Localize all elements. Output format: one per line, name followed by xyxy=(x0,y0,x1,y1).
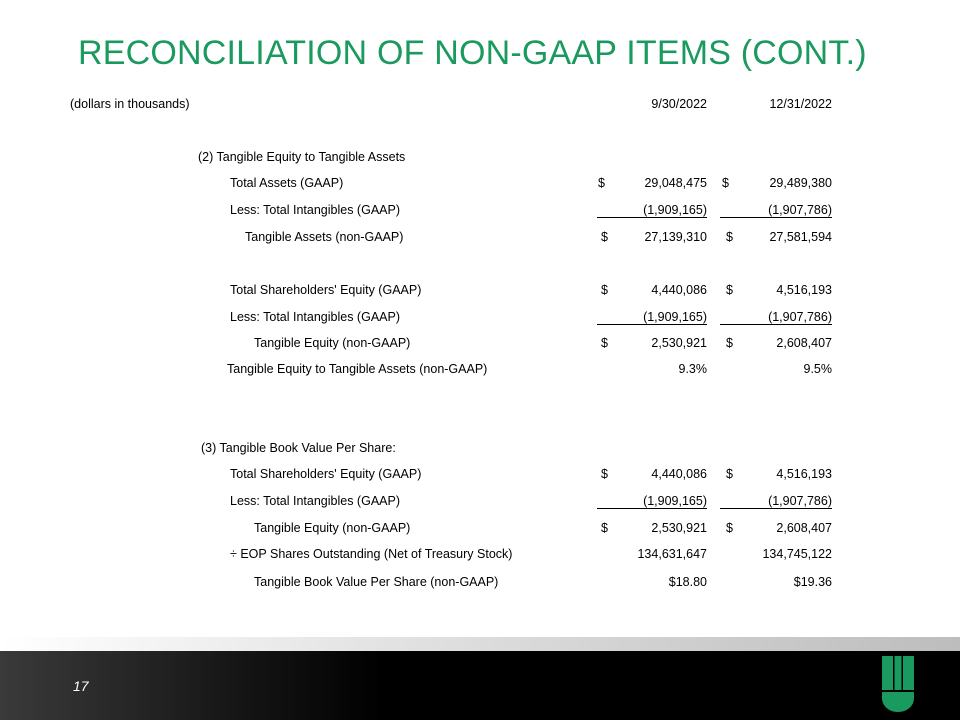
footer-bar xyxy=(0,651,960,720)
table-row xyxy=(0,176,960,196)
table-row xyxy=(0,494,960,514)
row-label: Total Shareholders' Equity (GAAP) xyxy=(230,283,422,297)
table-row xyxy=(0,467,960,487)
value-q3: 27,139,310 xyxy=(644,230,707,244)
value-q3: 2,530,921 xyxy=(651,336,707,350)
value-q4: (1,907,786) xyxy=(720,310,832,325)
table-row xyxy=(0,310,960,330)
dollar-sign: $ xyxy=(726,521,733,535)
dollar-sign: $ xyxy=(722,176,729,190)
dollar-sign: $ xyxy=(601,230,608,244)
value-q4: 29,489,380 xyxy=(769,176,832,190)
value-q4: 4,516,193 xyxy=(776,467,832,481)
row-label: Tangible Assets (non-GAAP) xyxy=(245,230,404,244)
table-row xyxy=(0,283,960,303)
row-label: Total Shareholders' Equity (GAAP) xyxy=(230,467,422,481)
value-q4: $19.36 xyxy=(793,575,832,589)
section-heading-row xyxy=(0,150,960,170)
section-heading: (2) Tangible Equity to Tangible Assets xyxy=(198,150,406,164)
value-q4: 9.5% xyxy=(803,362,832,376)
footer-gradient-band xyxy=(0,637,960,651)
row-label: Tangible Equity (non-GAAP) xyxy=(254,521,411,535)
row-label: Less: Total Intangibles (GAAP) xyxy=(230,310,400,324)
column-header-q3: 9/30/2022 xyxy=(651,97,707,111)
row-label: Tangible Equity (non-GAAP) xyxy=(254,336,411,350)
dollar-sign: $ xyxy=(726,283,733,297)
section-heading: (3) Tangible Book Value Per Share: xyxy=(201,441,396,455)
table-row xyxy=(0,230,960,250)
table-row xyxy=(0,336,960,356)
dollar-sign: $ xyxy=(726,467,733,481)
row-label: Tangible Book Value Per Share (non-GAAP) xyxy=(254,575,499,589)
value-q3: $18.80 xyxy=(668,575,707,589)
value-q3: 4,440,086 xyxy=(651,283,707,297)
value-q3: (1,909,165) xyxy=(597,310,707,325)
section-heading-row xyxy=(0,441,960,461)
table-row xyxy=(0,362,960,382)
dollar-sign: $ xyxy=(601,521,608,535)
value-q4: (1,907,786) xyxy=(720,494,832,509)
dollar-sign: $ xyxy=(726,230,733,244)
dollar-sign: $ xyxy=(726,336,733,350)
dollar-sign: $ xyxy=(601,283,608,297)
dollar-sign: $ xyxy=(601,336,608,350)
value-q3: 4,440,086 xyxy=(651,467,707,481)
row-label: Tangible Equity to Tangible Assets (non-GAAP) xyxy=(227,362,488,376)
value-q4: (1,907,786) xyxy=(720,203,832,218)
value-q3: 2,530,921 xyxy=(651,521,707,535)
value-q4: 27,581,594 xyxy=(769,230,832,244)
value-q4: 2,608,407 xyxy=(776,521,832,535)
page-number: 17 xyxy=(73,678,89,694)
value-q3: (1,909,165) xyxy=(597,203,707,218)
row-label: ÷ EOP Shares Outstanding (Net of Treasury Stock) xyxy=(230,547,513,561)
value-q3: 29,048,475 xyxy=(644,176,707,190)
table-row xyxy=(0,575,960,595)
table-row xyxy=(0,203,960,223)
company-logo-icon xyxy=(882,656,914,712)
column-header-q4: 12/31/2022 xyxy=(769,97,832,111)
value-q3: 134,631,647 xyxy=(637,547,707,561)
row-label: Total Assets (GAAP) xyxy=(230,176,344,190)
value-q3: (1,909,165) xyxy=(597,494,707,509)
value-q4: 134,745,122 xyxy=(762,547,832,561)
table-row xyxy=(0,547,960,567)
page-title: RECONCILIATION OF NON-GAAP ITEMS (CONT.) xyxy=(78,34,867,72)
table-row xyxy=(0,521,960,541)
value-q3: 9.3% xyxy=(678,362,707,376)
row-label: Less: Total Intangibles (GAAP) xyxy=(230,494,400,508)
value-q4: 4,516,193 xyxy=(776,283,832,297)
units-label: (dollars in thousands) xyxy=(70,97,190,111)
row-label: Less: Total Intangibles (GAAP) xyxy=(230,203,400,217)
value-q4: 2,608,407 xyxy=(776,336,832,350)
dollar-sign: $ xyxy=(601,467,608,481)
dollar-sign: $ xyxy=(598,176,605,190)
